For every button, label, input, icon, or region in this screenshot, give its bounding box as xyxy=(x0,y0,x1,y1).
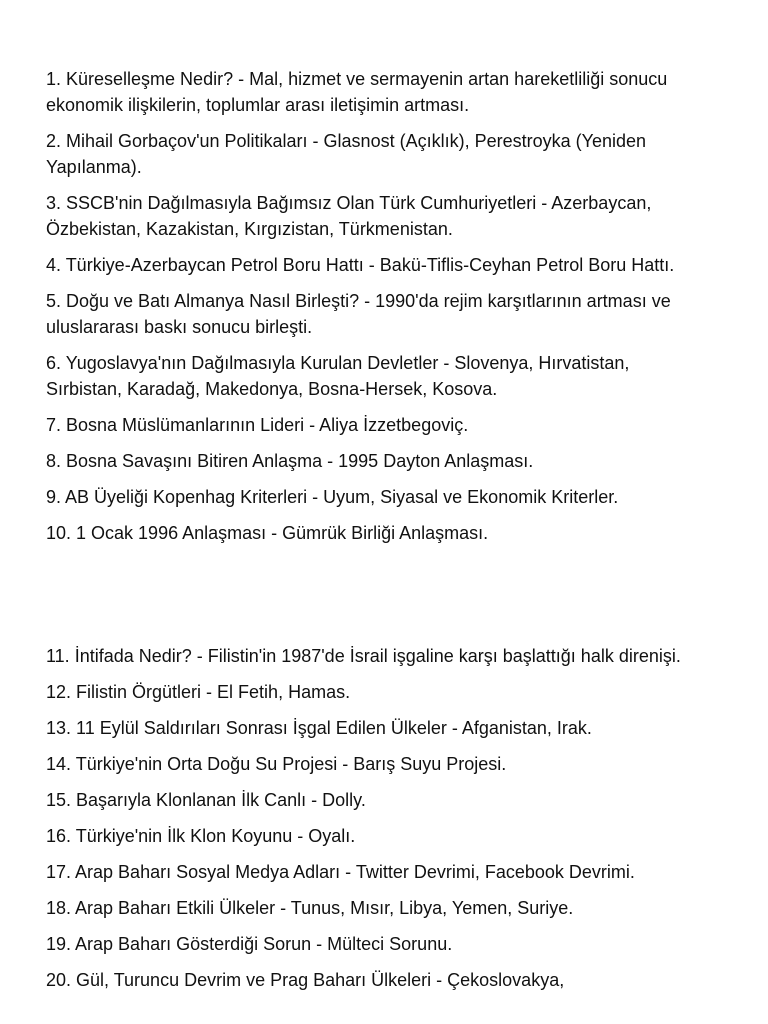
list-item: 17. Arap Baharı Sosyal Medya Adları - Twitter Devrimi, Facebook Devrimi. xyxy=(46,862,635,882)
list-item: 19. Arap Baharı Gösterdiği Sorun - Mülteci Sorunu. xyxy=(46,934,453,954)
list-item: 5. Doğu ve Batı Almanya Nasıl Birleşti? - 1990'da rejim karşıtlarının artması ve uluslararası baskı sonucu birleşti. xyxy=(46,291,671,337)
list-item: 3. SSCB'nin Dağılmasıyla Bağımsız Olan Türk Cumhuriyetleri - Azerbaycan, Özbekistan, Kazakistan, Kırgızistan, Türkmenistan. xyxy=(46,193,652,239)
list-item: 14. Türkiye'nin Orta Doğu Su Projesi - Barış Suyu Projesi. xyxy=(46,754,507,774)
list-item: 13. 11 Eylül Saldırıları Sonrası İşgal Edilen Ülkeler - Afganistan, Irak. xyxy=(46,718,592,738)
list-item: 4. Türkiye-Azerbaycan Petrol Boru Hattı - Bakü-Tiflis-Ceyhan Petrol Boru Hattı. xyxy=(46,255,675,275)
list-item: 1. Küreselleşme Nedir? - Mal, hizmet ve sermayenin artan hareketliliği sonucu ekonomik ilişkilerin, toplumlar arası iletişimin artması. xyxy=(46,69,668,115)
list-item: 16. Türkiye'nin İlk Klon Koyunu - Oyalı. xyxy=(46,826,356,846)
list-item: 20. Gül, Turuncu Devrim ve Prag Baharı Ülkeleri - Çekoslovakya, xyxy=(46,970,565,990)
question-list-part-2 xyxy=(46,643,706,1003)
list-item: 15. Başarıyla Klonlanan İlk Canlı - Dolly. xyxy=(46,790,366,810)
list-item: 7. Bosna Müslümanlarının Lideri - Aliya İzzetbegoviç. xyxy=(46,415,469,435)
list-item: 11. İntifada Nedir? - Filistin'in 1987'de İsrail işgaline karşı başlattığı halk direnişi. xyxy=(46,646,681,666)
list-item: 10. 1 Ocak 1996 Anlaşması - Gümrük Birliği Anlaşması. xyxy=(46,523,489,543)
question-list-part-1 xyxy=(46,66,706,556)
list-item: 12. Filistin Örgütleri - El Fetih, Hamas. xyxy=(46,682,351,702)
list-item: 8. Bosna Savaşını Bitiren Anlaşma - 1995 Dayton Anlaşması. xyxy=(46,451,534,471)
list-item: 6. Yugoslavya'nın Dağılmasıyla Kurulan Devletler - Slovenya, Hırvatistan, Sırbistan, Karadağ, Makedonya, Bosna-Hersek, Kosova. xyxy=(46,353,630,399)
list-item: 18. Arap Baharı Etkili Ülkeler - Tunus, Mısır, Libya, Yemen, Suriye. xyxy=(46,898,574,918)
list-item: 2. Mihail Gorbaçov'un Politikaları - Glasnost (Açıklık), Perestroyka (Yeniden Yapılanma). xyxy=(46,131,647,177)
list-item: 9. AB Üyeliği Kopenhag Kriterleri - Uyum, Siyasal ve Ekonomik Kriterler. xyxy=(46,487,619,507)
